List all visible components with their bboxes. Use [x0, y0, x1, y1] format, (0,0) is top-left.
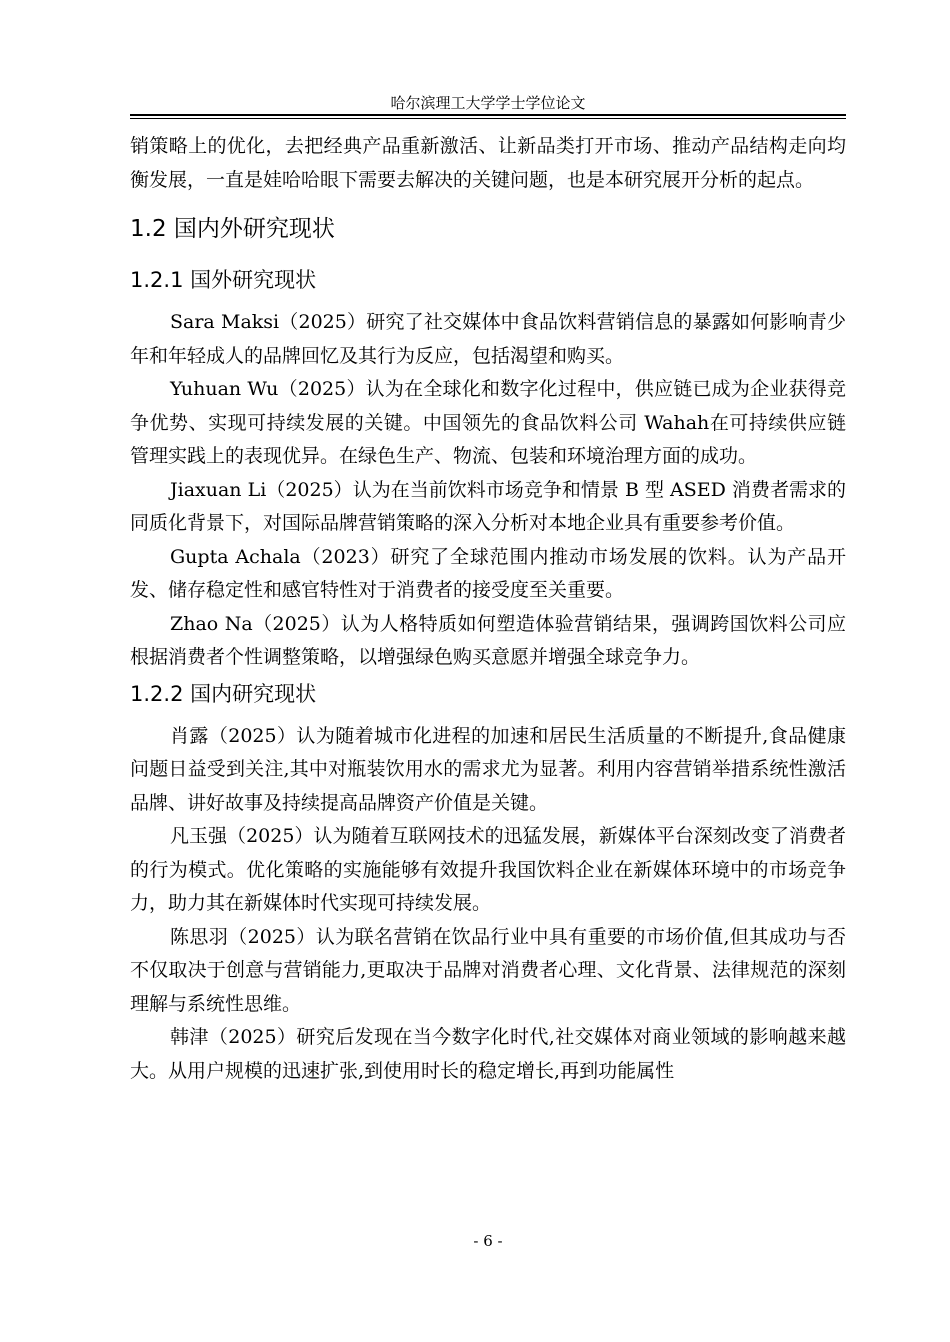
page-body	[130, 130, 846, 1088]
header-rule-thick	[130, 114, 846, 116]
paragraph-foreign-4: Gupta Achala（2023）研究了全球范围内推动市场发展的饮料。认为产品开发、储存稳定性和感官特性对于消费者的接受度至关重要。	[130, 545, 846, 601]
paragraph-intro-tail: 销策略上的优化，去把经典产品重新激活、让新品类打开市场、推动产品结构走向均衡发展，一直是娃哈哈眼下需要去解决的关键问题，也是本研究展开分析的起点。	[130, 135, 846, 191]
subsection-heading-1-2-1: 1.2.1 国外研究现状	[130, 268, 317, 292]
section-heading-1-2: 1.2 国内外研究现状	[130, 216, 335, 242]
paragraph-foreign-2: Yuhuan Wu（2025）认为在全球化和数字化过程中，供应链已成为企业获得竞争优势、实现可持续发展的关键。中国领先的食品饮料公司 Wahah在可持续供应链管理实践上的表现优异。在绿色生产、物流、包装和环境治理方面的成功。	[130, 378, 846, 467]
page-number: - 6 -	[473, 1232, 503, 1250]
paragraph-foreign-5: Zhao Na（2025）认为人格特质如何塑造体验营销结果，强调跨国饮料公司应根据消费者个性调整策略，以增强绿色购买意愿并增强全球竞争力。	[130, 612, 846, 668]
subsection-heading-1-2-2: 1.2.2 国内研究现状	[130, 681, 317, 706]
running-header: 哈尔滨理工大学学士学位论文	[390, 94, 586, 112]
paragraph-foreign-3: Jiaxuan Li（2025）认为在当前饮料市场竞争和情景 B 型 ASED 消费者需求的同质化背景下，对国际品牌营销策略的深入分析对本地企业具有重要参考价值。	[130, 478, 846, 534]
paragraph-domestic-3: 陈思羽（2025）认为联名营销在饮品行业中具有重要的市场价值,但其成功与否不仅取决于创意与营销能力,更取决于品牌对消费者心理、文化背景、法律规范的深刻理解与系统性思维。	[130, 925, 846, 1015]
header-rule-thin	[130, 118, 846, 119]
paragraph-foreign-1: Sara Maksi（2025）研究了社交媒体中食品饮料营销信息的暴露如何影响青少年和年轻成人的品牌回忆及其行为反应，包括渴望和购买。	[130, 311, 846, 367]
paragraph-domestic-4: 韩津（2025）研究后发现在当今数字化时代,社交媒体对商业领域的影响越来越大。从用户规模的迅速扩张,到使用时长的稳定增长,再到功能属性	[130, 1026, 846, 1082]
paragraph-domestic-1: 肖露（2025）认为随着城市化进程的加速和居民生活质量的不断提升,食品健康问题日益受到关注,其中对瓶装饮用水的需求尤为显著。利用内容营销举措系统性激活品牌、讲好故事及持续提高品牌资产价值是关键。	[130, 724, 846, 814]
paragraph-domestic-2: 凡玉强（2025）认为随着互联网技术的迅猛发展，新媒体平台深刻改变了消费者的行为模式。优化策略的实施能够有效提升我国饮料企业在新媒体环境中的市场竞争力，助力其在新媒体时代实现可持续发展。	[130, 825, 846, 914]
